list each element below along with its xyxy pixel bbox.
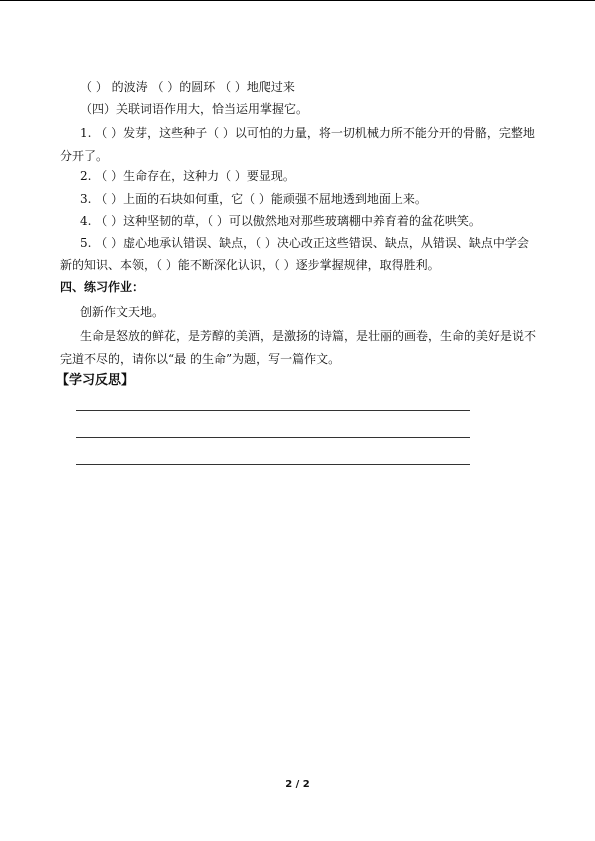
answer-line-2 xyxy=(76,437,470,438)
top-rule xyxy=(0,0,595,1)
answer-line-1 xyxy=(76,410,470,411)
creative-text-line-1: 生命是怒放的鲜花，是芳醇的美酒，是激扬的诗篇，是壮丽的画卷，生命的美好是说不 xyxy=(80,329,537,343)
page-number: 2 / 2 xyxy=(285,779,310,790)
section-practice-title: 四、练习作业： xyxy=(60,280,145,294)
item-1-line-2: 分开了。 xyxy=(60,149,109,163)
item-5-line-1: 5. （ ）虚心地承认错误、缺点，（ ）决心改正这些错误、缺点，从错误、缺点中学会 xyxy=(80,236,529,250)
item-3: 3. （ ）上面的石块如何重，它（ ）能顽强不屈地透到地面上来。 xyxy=(80,192,427,206)
reflection-title: 【学习反思】 xyxy=(56,373,135,388)
section4-title: （四）关联词语作用大，恰当运用掌握它。 xyxy=(80,102,309,116)
item-5-line-2: 新的知识、本领，（ ）能不断深化认识，（ ）逐步掌握规律，取得胜利。 xyxy=(60,258,440,272)
creative-text-line-2: 完道不尽的，请你以“最 的生命”为题，写一篇作文。 xyxy=(60,352,341,366)
fill-words-line: （ ） 的波涛 （ ）的圆环 （ ）地爬过来 xyxy=(80,80,295,94)
creative-title: 创新作文天地。 xyxy=(80,305,165,319)
item-4: 4. （ ）这种坚韧的草，（ ）可以傲然地对那些玻璃棚中养育着的盆花哄笑。 xyxy=(80,214,481,228)
answer-line-3 xyxy=(76,464,470,465)
item-2: 2. （ ）生命存在，这种力（ ）要显现。 xyxy=(80,169,295,183)
item-1-line-1: 1. （ ）发芽，这些种子（ ）以可怕的力量，将一切机械力所不能分开的骨骼，完整地 xyxy=(80,126,535,140)
